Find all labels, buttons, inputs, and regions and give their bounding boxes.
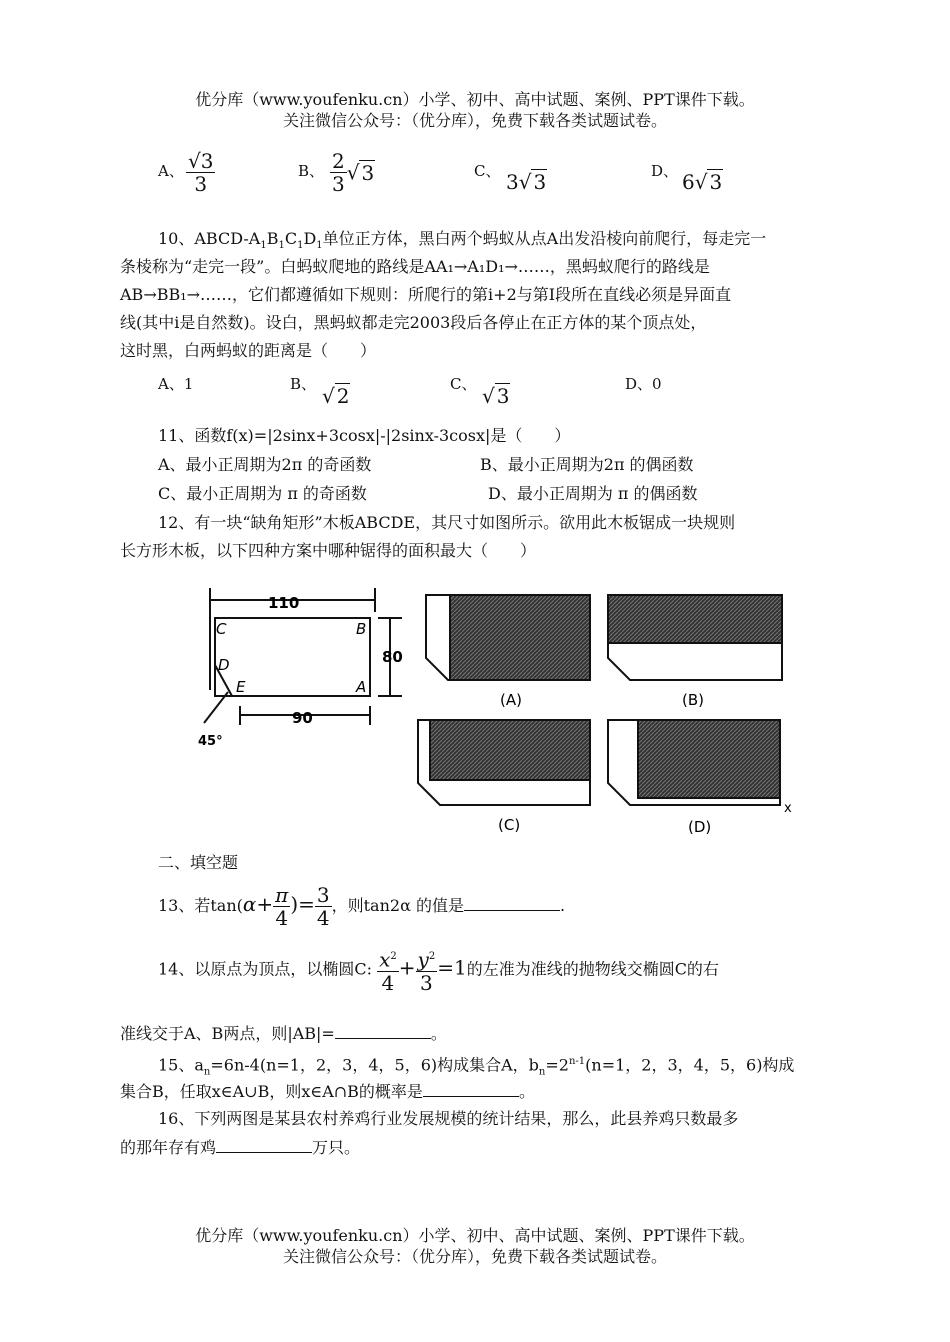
q9-option-d-value: 6√ 3 xyxy=(682,170,723,194)
q10-option-c-value: √ 3 xyxy=(482,384,510,408)
point-d: D xyxy=(218,656,230,674)
q14-line-1: 14、以原点为顶点，以椭圆C: $\frac{x^2}{4}$ + $\frac{y^2}{3}$ =1的左准为准线的抛物线交椭圆C的右 xyxy=(158,947,719,995)
mark-x: x xyxy=(784,801,792,816)
q16-line-1: 16、下列两图是某县农村养鸡行业发展规模的统计结果，那么，此县养鸡只数最多 xyxy=(158,1109,739,1128)
q10-option-b: B、 xyxy=(290,375,317,393)
q11-option-d: D、最小正周期为 π 的偶函数 xyxy=(488,484,698,503)
q10-option-a: A、1 xyxy=(158,375,194,393)
plan-a xyxy=(426,595,590,680)
plan-b xyxy=(608,595,782,680)
q10-line-1: 10、ABCD-$A_1B_1C_1D_1$单位正方体，黑白两个蚂蚁从点A出发沿棱向前爬行，每走完一 xyxy=(158,229,767,252)
q9-option-d: D、 xyxy=(651,162,679,180)
dim-bottom-label: 90 xyxy=(292,709,313,727)
q12-figure xyxy=(190,580,830,845)
plan-c xyxy=(418,720,590,805)
q11-option-b: B、最小正周期为2π 的偶函数 xyxy=(480,455,694,474)
point-b: B xyxy=(356,620,367,638)
point-e: E xyxy=(236,678,246,696)
footer-line-2: 关注微信公众号：（优分库），免费下载各类试题试卷。 xyxy=(282,1247,667,1266)
q10-line-5: 这时黑，白两蚂蚁的距离是（ ） xyxy=(120,341,377,360)
header-line-1: 优分库（www.youfenku.cn）小学、初中、高中试题、案例、PPT课件下载。 xyxy=(195,90,755,109)
q14-line-2: 准线交于A、B两点，则|AB|= 。 xyxy=(120,1024,447,1043)
q11-option-a: A、最小正周期为2π 的奇函数 xyxy=(158,455,372,474)
q9-option-a-value: $\frac{√3}{3}$ xyxy=(188,149,214,196)
q9-option-c-value: 3√ 3 xyxy=(506,170,547,194)
caption-c: (C) xyxy=(498,816,521,834)
plan-d xyxy=(608,720,780,805)
q11-option-c: C、最小正周期为 π 的奇函数 xyxy=(158,484,367,503)
q10-option-b-value: √ 2 xyxy=(322,384,350,408)
q15-line-2: 集合B，任取x∈A∪B，则x∈A∩B的概率是 。 xyxy=(120,1082,535,1101)
q9-option-b: B、 xyxy=(298,162,325,180)
angle-label: 45° xyxy=(198,734,223,749)
caption-a: (A) xyxy=(500,691,522,709)
q9-option-c: C、 xyxy=(474,162,501,180)
q9-option-a: A、 xyxy=(158,162,184,180)
q13-line: 13、若tan(α+ $\frac{\pi}{4}$ )= $\frac{3}{4}$ ，则tan2α 的值是 . xyxy=(158,883,566,930)
q15-line-1: 15、$a_n=6n-4(n=1$，2，3，4，5，6)构成集合A，$b_n=2^{n-1}(n=1$，2，3，4，5，6)构成 xyxy=(158,1055,795,1078)
q12-line-1: 12、有一块“缺角矩形”木板ABCDE，其尺寸如图所示。欲用此木板锯成一块规则 xyxy=(158,513,736,532)
caption-d: (D) xyxy=(688,818,712,836)
caption-b: (B) xyxy=(682,691,704,709)
q11-stem: 11、函数f(x)=|2sinx+3cosx|-|2sinx-3cosx|是（ ） xyxy=(158,426,571,445)
header-line-2: 关注微信公众号：（优分库），免费下载各类试题试卷。 xyxy=(282,111,667,130)
q10-option-d: D、0 xyxy=(625,375,662,393)
dim-side-label: 80 xyxy=(382,648,403,666)
q10-line-2: 条棱称为“走完一段”。白蚂蚁爬地的路线是AA₁→A₁D₁→……，黑蚂蚁爬行的路线是 xyxy=(120,257,710,276)
q12-line-2: 长方形木板，以下四种方案中哪种锯得的面积最大（ ） xyxy=(120,541,537,560)
q9-option-b-value: $\frac{2}{3}$ √ 3 xyxy=(332,149,375,196)
q10-option-c: C、 xyxy=(450,375,477,393)
dimension-diagram xyxy=(204,588,402,725)
dim-top-label: 110 xyxy=(268,594,300,612)
footer-line-1: 优分库（www.youfenku.cn）小学、初中、高中试题、案例、PPT课件下载。 xyxy=(195,1226,755,1245)
section-2-title: 二、填空题 xyxy=(158,853,239,872)
point-c: C xyxy=(216,620,227,638)
q16-line-2: 的那年存有鸡 万只。 xyxy=(120,1138,361,1157)
point-a: A xyxy=(356,678,367,696)
q10-line-4: 线(其中i是自然数)。设白，黑蚂蚁都走完2003段后各停止在正方体的某个顶点处， xyxy=(120,313,707,332)
q10-line-3: AB→BB₁→……，它们都遵循如下规则：所爬行的第i+2与第I段所在直线必须是异面直 xyxy=(120,285,732,304)
